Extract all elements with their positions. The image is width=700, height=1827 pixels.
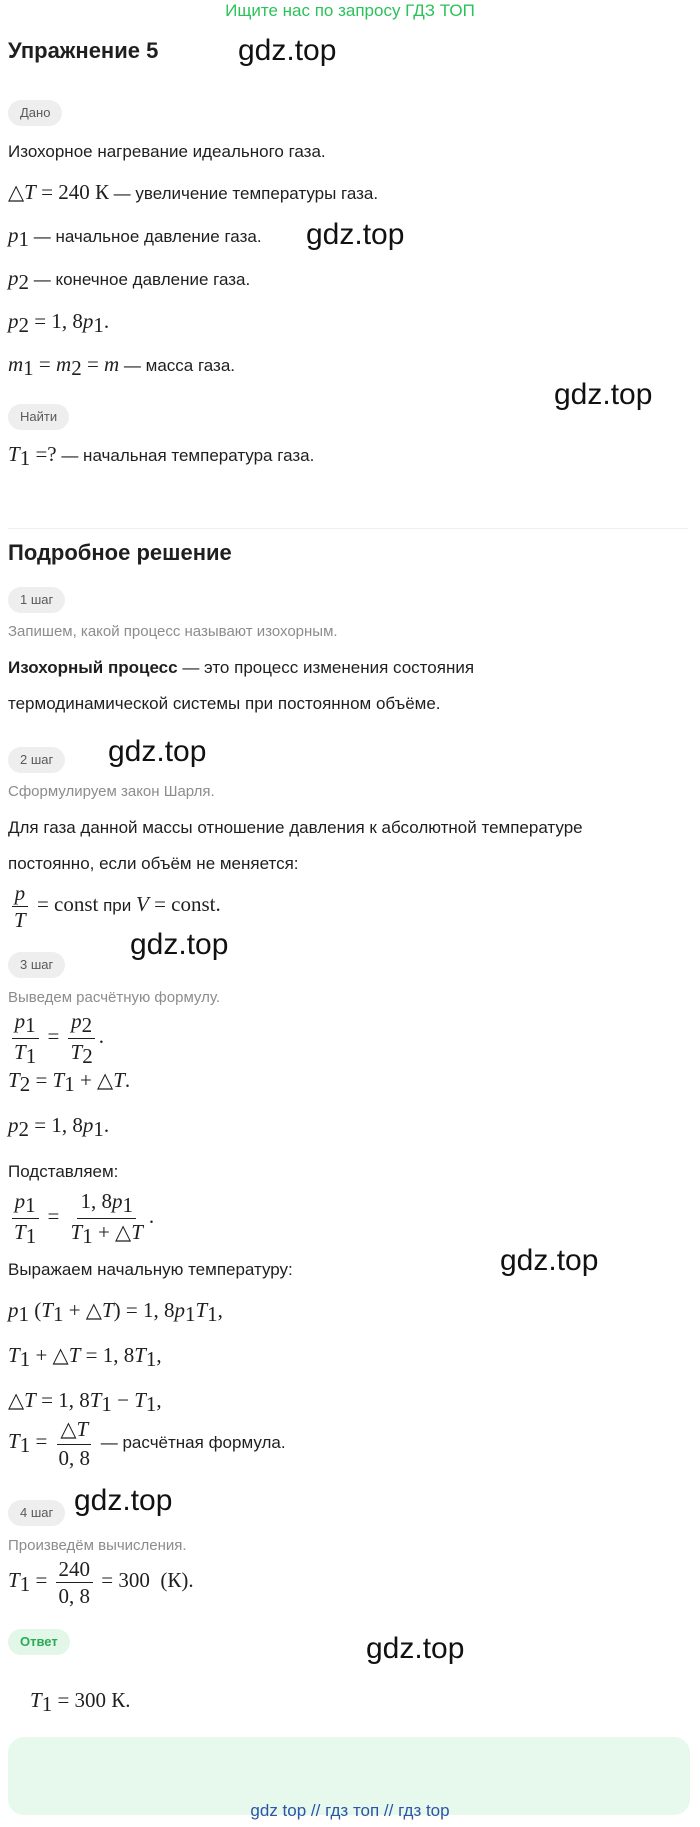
watermark: gdz.top: [366, 1632, 465, 1665]
definition-part: — это процесс изменения состояния: [177, 658, 475, 677]
watermark: gdz.top: [306, 218, 405, 251]
step-hint: Запишем, какой процесс называют изохорным.: [8, 623, 338, 640]
step-badge: 4 шаг: [8, 1500, 65, 1526]
step-badge: 3 шаг: [8, 952, 65, 978]
step-text: Выражаем начальную температуру:: [8, 1260, 293, 1279]
step-text: Для газа данной массы отношение давления к абсолютной температуре: [8, 818, 583, 837]
watermark: gdz.top: [500, 1244, 599, 1277]
step-hint: Выведем расчётную формулу.: [8, 989, 221, 1006]
find-desc: — начальная температура газа.: [56, 446, 315, 465]
answer-badge: Ответ: [8, 1629, 70, 1655]
formula-line: $T_1$ = $\frac{240}{0, 8}$ = 300 (К).: [8, 1557, 194, 1608]
find-line: $T_1$ =? — начальная температура газа.: [8, 442, 315, 470]
step-text: термодинамической системы при постоянном объёме.: [8, 694, 441, 713]
step-hint: Сформулируем закон Шарля.: [8, 783, 215, 800]
ratio-value: 1, 8: [51, 309, 83, 333]
unit: (К).: [160, 1567, 194, 1592]
charles-law: $\frac{p}{T}$ = const при V = const.: [8, 880, 221, 933]
coef: 1, 8: [142, 1298, 175, 1322]
watermark: gdz.top: [74, 1484, 173, 1517]
find-badge: Найти: [8, 404, 69, 430]
given-line: $p_2$ — конечное давление газа.: [8, 266, 251, 294]
delta-t-value: 240 К: [58, 180, 109, 204]
step-text: постоянно, если объём не меняется:: [8, 854, 299, 873]
page-title: Упражнение 5: [8, 38, 159, 63]
step-text: Подставляем:: [8, 1162, 119, 1181]
formula-line: $\frac{p_1}{T_1}$ = $\frac{p_2}{T_2}$ .: [8, 1008, 104, 1069]
given-line: Изохорное нагревание идеального газа.: [8, 142, 326, 161]
formula-line: $T_1$ = $\frac{\triangle T}{0, 8}$ — расчётная формула.: [8, 1417, 286, 1470]
result: 300: [118, 1567, 150, 1592]
given-line: △T = 240 К — увеличение температуры газа.: [8, 180, 379, 204]
step-badge: 2 шаг: [8, 747, 65, 773]
given-line: $p_2 = 1$, $8p_1$.: [8, 309, 110, 337]
divider: [8, 528, 688, 529]
coef: 1, 8: [80, 1189, 112, 1213]
const-text: const: [171, 891, 216, 916]
watermark: gdz.top: [108, 735, 207, 768]
numerator: 240: [56, 1556, 94, 1583]
formula-desc: — расчётная формула.: [96, 1432, 286, 1452]
step-badge: 1 шаг: [8, 587, 65, 613]
p2-desc: — конечное давление газа.: [29, 270, 251, 289]
denominator: 0, 8: [58, 1446, 91, 1470]
p1-desc: — начальное давление газа.: [29, 227, 262, 246]
pri-text: при: [103, 895, 132, 915]
footer-links[interactable]: gdz top // гдз топ // гдз top: [250, 1801, 450, 1820]
formula-line: $\frac{p_1}{T_1}$ = $\frac{1, 8p_1}{T_1 + \triangle T}$ .: [8, 1188, 154, 1249]
term-bold: Изохорный процесс: [8, 658, 178, 677]
given-line: $p_1$ — начальное давление газа.: [8, 223, 262, 251]
watermark: gdz.top: [238, 34, 337, 67]
given-line: $m_1 = m_2 = m$ — масса газа.: [8, 352, 236, 380]
answer-text: 300 К.: [74, 1688, 131, 1712]
formula-line: $p_2 = 1$, $8p_1$.: [8, 1113, 110, 1141]
formula-line: $T_1$ + △T = 1, $8T_1$,: [8, 1343, 162, 1371]
formula-line: $p_1$ ($T_1$ + △T) = 1, $8p_1T_1$,: [8, 1298, 223, 1326]
search-banner[interactable]: Ищите нас по запросу ГДЗ ТОП: [225, 1, 475, 20]
formula-line: $T_2 = T_1$ + △T.: [8, 1068, 131, 1096]
step-hint: Произведём вычисления.: [8, 1537, 187, 1554]
mass-desc: — масса газа.: [119, 356, 236, 375]
coef: 1, 8: [102, 1343, 135, 1367]
watermark: gdz.top: [554, 378, 653, 411]
coef: 1, 8: [51, 1113, 83, 1137]
solution-title: Подробное решение: [8, 540, 232, 565]
answer-value: $T_1 = 300$ К.: [30, 1688, 131, 1716]
given-badge: Дано: [8, 100, 62, 126]
step-text: [8, 656, 474, 680]
delta-t-desc: — увеличение температуры газа.: [108, 184, 379, 203]
const-text: const: [54, 891, 99, 916]
coef: 1, 8: [58, 1388, 90, 1412]
denominator: 0, 8: [58, 1584, 91, 1608]
formula-line: △T = 1, $8T_1 - T_1$,: [8, 1388, 162, 1416]
watermark: gdz.top: [130, 928, 229, 961]
